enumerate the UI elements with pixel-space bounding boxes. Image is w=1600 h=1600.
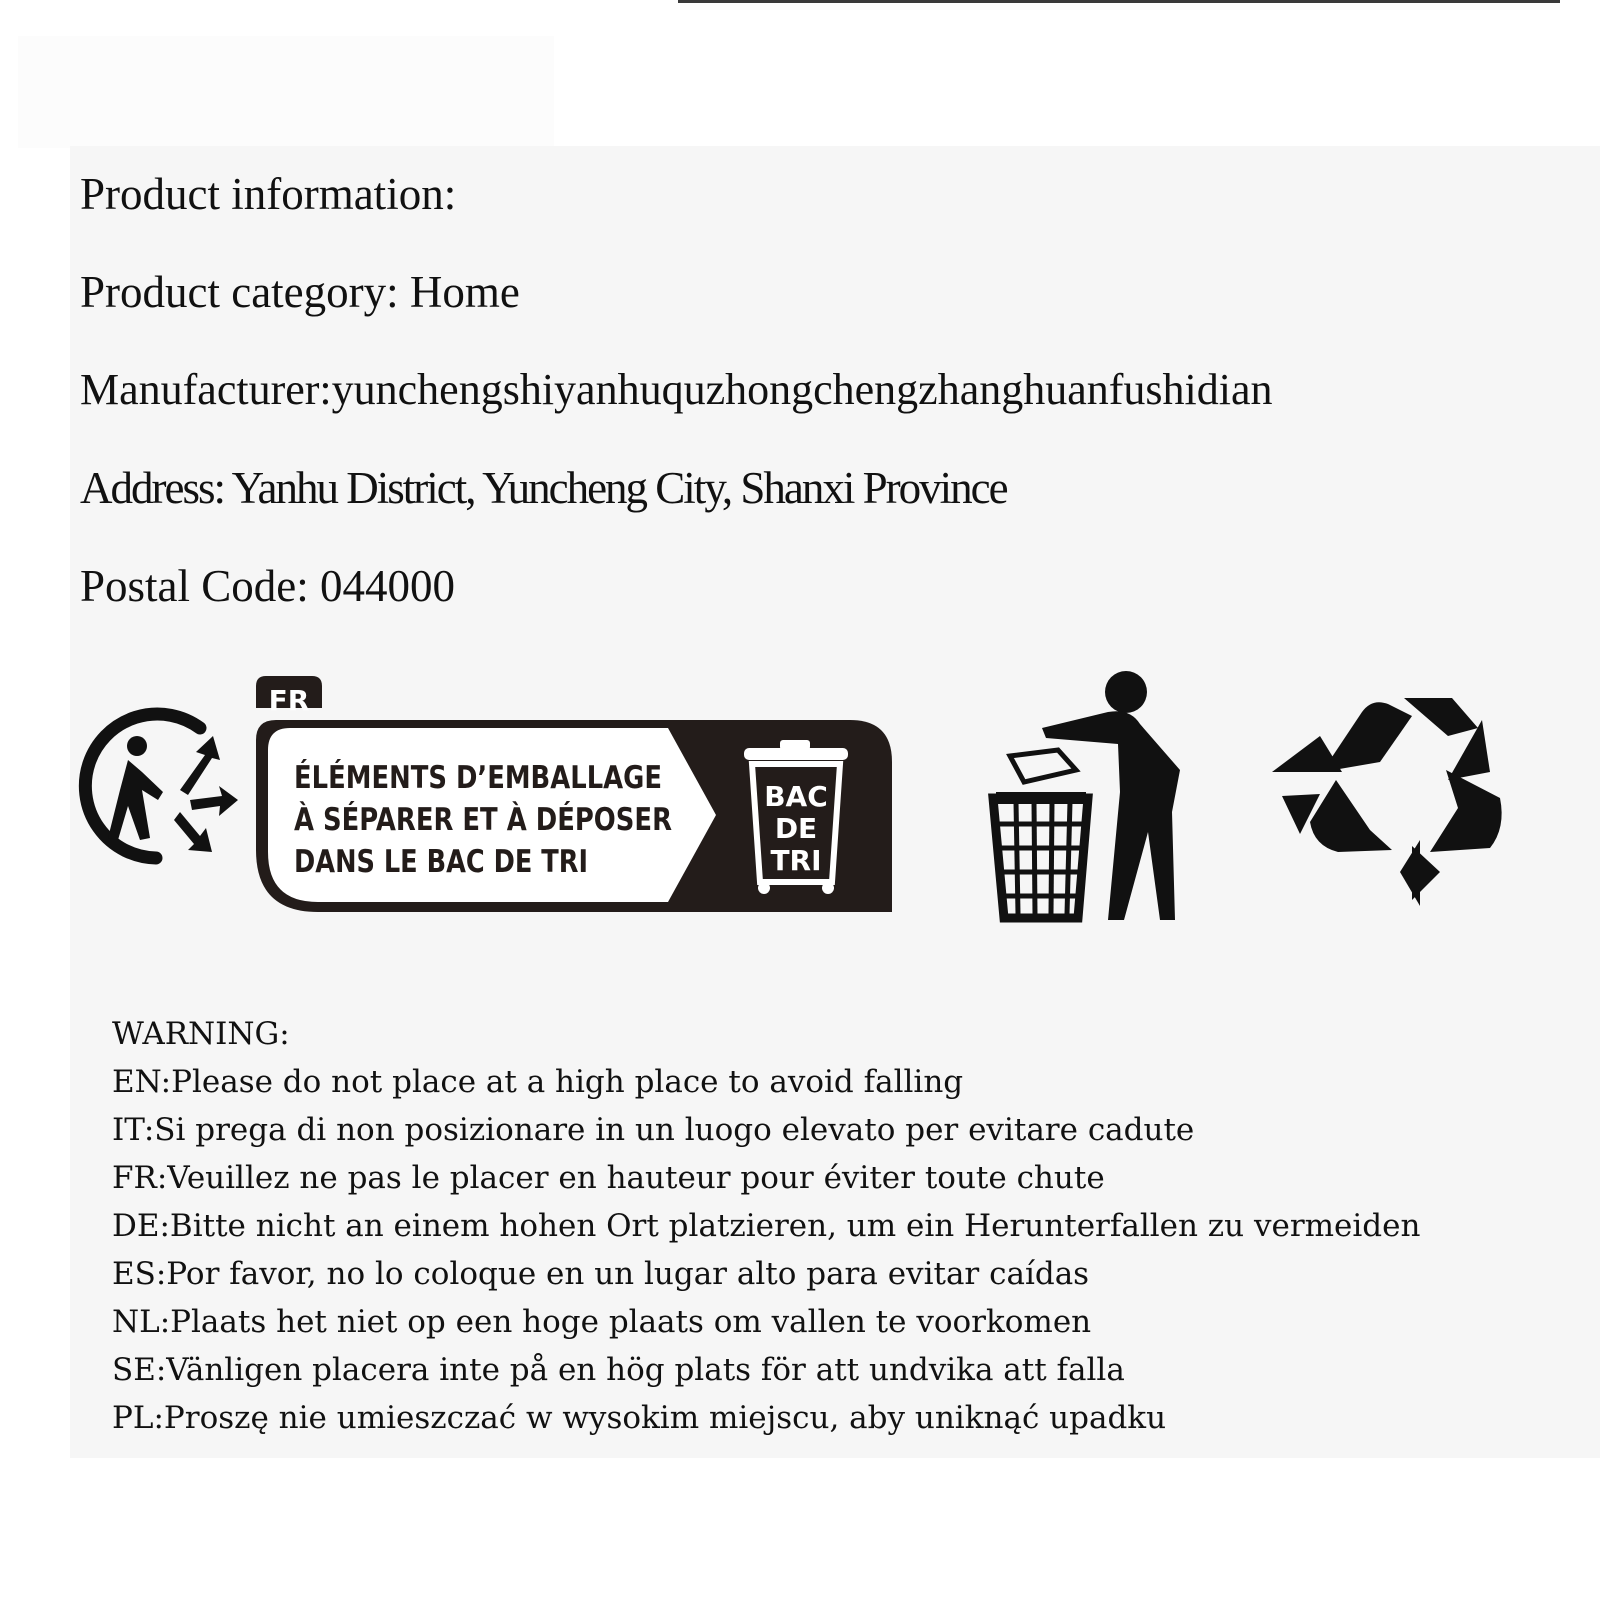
recycle-icon bbox=[1272, 698, 1502, 906]
fr-label-line1: ÉLÉMENTS D’EMBALLAGE bbox=[294, 760, 662, 796]
manufacturer: Manufacturer:yunchengshiyanhuquzhongchengzhanghuanfushidian bbox=[80, 365, 1273, 414]
warning-it: IT:Si prega di non posizionare in un luogo elevato per evitare cadute bbox=[112, 1112, 1195, 1148]
address: Address: Yanhu District, Yuncheng City, Shanxi Province bbox=[80, 463, 1007, 513]
tidyman-icon bbox=[993, 671, 1180, 920]
warning-block bbox=[112, 1010, 1420, 1442]
triman-icon bbox=[85, 714, 238, 858]
warning-se: SE:Vänligen placera inte på en hög plats för att undvika att falla bbox=[112, 1352, 1125, 1388]
warning-es: ES:Por favor, no lo coloque en un lugar alto para evitar caídas bbox=[112, 1256, 1090, 1292]
fr-label-line3: DANS LE BAC DE TRI bbox=[294, 844, 588, 880]
product-info-heading: Product information: bbox=[80, 169, 457, 219]
bin-line-tri: TRI bbox=[770, 844, 822, 877]
fr-tag: FR bbox=[268, 684, 310, 717]
bin-line-de: DE bbox=[774, 812, 818, 845]
postal-code: Postal Code: 044000 bbox=[80, 561, 456, 611]
product-category: Product category: Home bbox=[80, 267, 520, 317]
warning-fr: FR:Veuillez ne pas le placer en hauteur pour éviter toute chute bbox=[112, 1160, 1105, 1196]
fr-label-line2: À SÉPARER ET À DÉPOSER bbox=[294, 802, 673, 838]
warning-pl: PL:Proszę nie umieszczać w wysokim miejscu, aby uniknąć upadku bbox=[112, 1400, 1167, 1436]
warning-en: EN:Please do not place at a high place to avoid falling bbox=[112, 1064, 964, 1100]
warning-title: WARNING: bbox=[112, 1016, 290, 1052]
warning-de: DE:Bitte nicht an einem hohen Ort platzieren, um ein Herunterfallen zu vermeiden bbox=[112, 1208, 1421, 1244]
bin-line-bac: BAC bbox=[764, 780, 828, 813]
waste-bin-icon bbox=[993, 798, 1088, 918]
fr-sorting-label bbox=[256, 676, 892, 912]
warning-nl: NL:Plaats het niet op een hoge plaats om vallen te voorkomen bbox=[112, 1304, 1092, 1340]
